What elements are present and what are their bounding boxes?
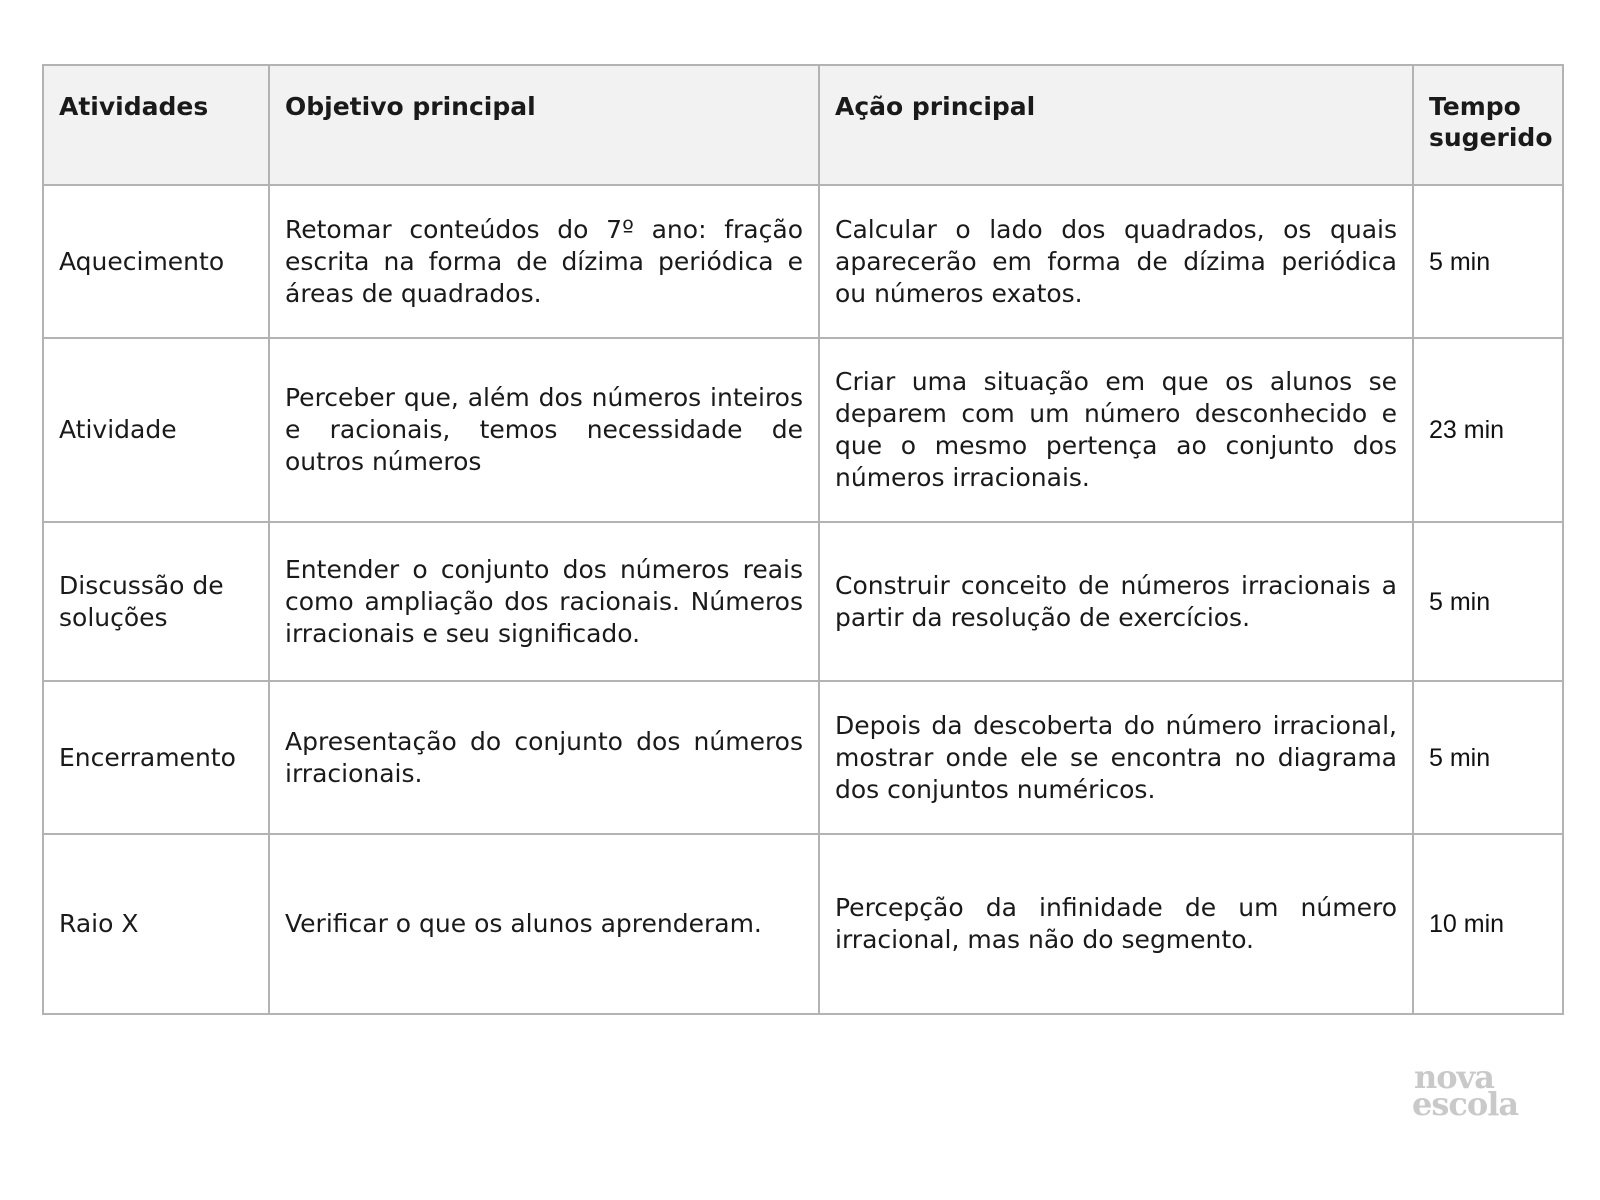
cell-tempo: 5 min xyxy=(1413,185,1563,338)
cell-acao: Calcular o lado dos quadrados, os quais aparecerão em forma de dízima periódica ou números exatos. xyxy=(819,185,1413,338)
cell-atividade: Discussão de soluções xyxy=(43,522,269,681)
cell-objetivo: Retomar conteúdos do 7º ano: fração escrita na forma de dízima periódica e áreas de quadrados. xyxy=(269,185,819,338)
cell-objetivo: Entender o conjunto dos números reais como ampliação dos racionais. Números irracionais e seu significado. xyxy=(269,522,819,681)
cell-atividade: Raio X xyxy=(43,834,269,1014)
nova-escola-logo xyxy=(1412,1058,1532,1123)
header-objetivo-principal: Objetivo principal xyxy=(269,65,819,185)
cell-atividade: Encerramento xyxy=(43,681,269,834)
cell-atividade: Atividade xyxy=(43,338,269,522)
table-row xyxy=(43,834,1563,1014)
logo-line-1: nova xyxy=(1414,1058,1494,1096)
logo-line-2: escola xyxy=(1412,1085,1519,1123)
cell-objetivo: Perceber que, além dos números inteiros e racionais, temos necessidade de outros números xyxy=(269,338,819,522)
cell-tempo: 5 min xyxy=(1413,681,1563,834)
cell-acao: Percepção da infinidade de um número irracional, mas não do segmento. xyxy=(819,834,1413,1014)
cell-tempo: 5 min xyxy=(1413,522,1563,681)
cell-objetivo: Apresentação do conjunto dos números irracionais. xyxy=(269,681,819,834)
table-row xyxy=(43,185,1563,338)
cell-tempo: 23 min xyxy=(1413,338,1563,522)
cell-acao: Criar uma situação em que os alunos se deparem com um número desconhecido e que o mesmo pertença ao conjunto dos números irracionais. xyxy=(819,338,1413,522)
table-row xyxy=(43,338,1563,522)
header-tempo-sugerido: Tempo sugerido xyxy=(1413,65,1563,185)
cell-objetivo: Verificar o que os alunos aprenderam. xyxy=(269,834,819,1014)
lesson-plan-table xyxy=(42,64,1564,1015)
table-row xyxy=(43,681,1563,834)
cell-atividade: Aquecimento xyxy=(43,185,269,338)
cell-acao: Construir conceito de números irracionais a partir da resolução de exercícios. xyxy=(819,522,1413,681)
table-row xyxy=(43,522,1563,681)
header-atividades: Atividades xyxy=(43,65,269,185)
table-header-row xyxy=(43,65,1563,185)
header-acao-principal: Ação principal xyxy=(819,65,1413,185)
cell-tempo: 10 min xyxy=(1413,834,1563,1014)
cell-acao: Depois da descoberta do número irracional, mostrar onde ele se encontra no diagrama dos conjuntos numéricos. xyxy=(819,681,1413,834)
